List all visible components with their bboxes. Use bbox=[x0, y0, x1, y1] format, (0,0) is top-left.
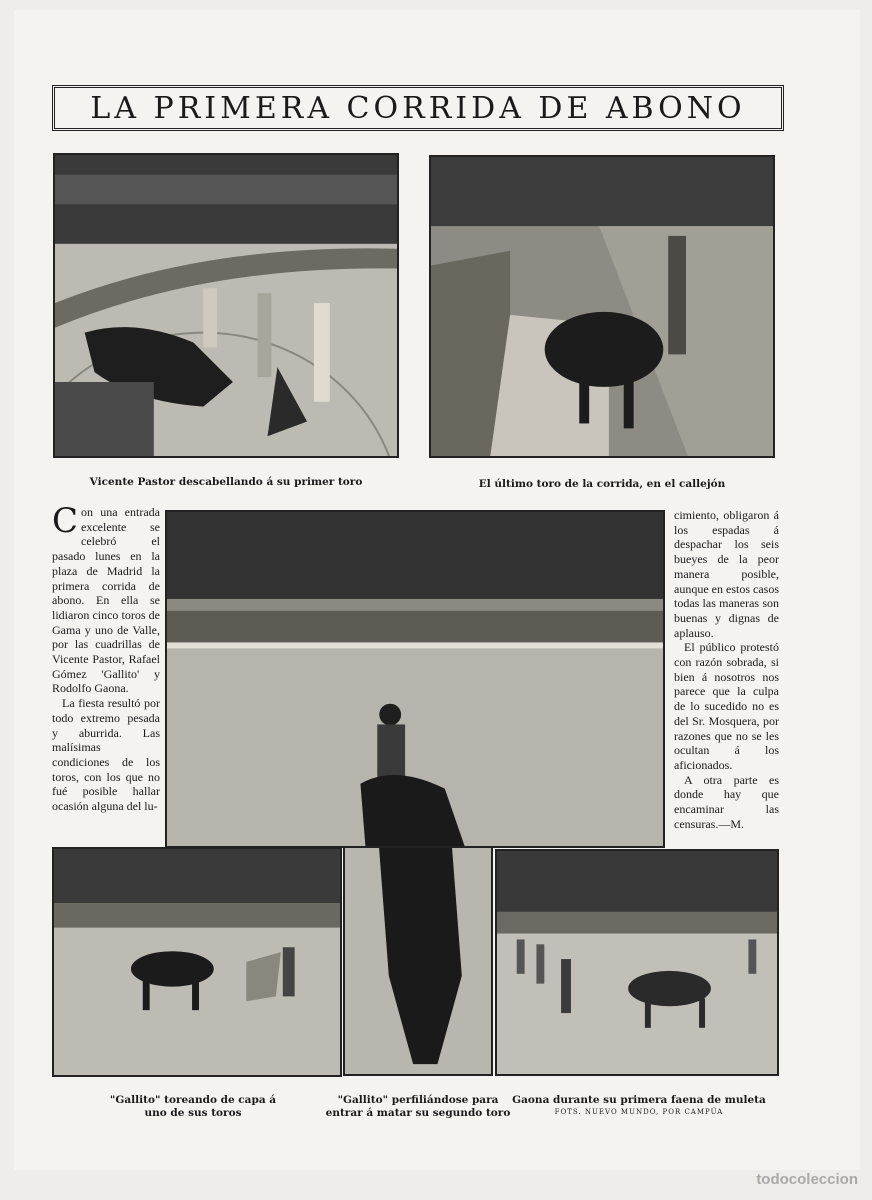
article-paragraph bbox=[674, 508, 779, 640]
article-left-column bbox=[52, 501, 160, 814]
headline-box bbox=[52, 85, 784, 131]
photo-gallito-perfilandose bbox=[165, 510, 665, 848]
caption-bottom-center: "Gallito" perfiliándose para entrar á matar su segundo toro bbox=[325, 1094, 511, 1119]
article-right-column bbox=[674, 508, 779, 831]
article-paragraph bbox=[52, 696, 160, 814]
photo-ultimo-toro bbox=[429, 155, 775, 458]
caption-top-left: Vicente Pastor descabellando á su primer toro bbox=[89, 476, 363, 488]
watermark-logo: todocoleccion bbox=[756, 1171, 858, 1188]
dropcap: C bbox=[52, 501, 79, 541]
article-paragraph bbox=[674, 640, 779, 772]
article-text: on una entrada excelente se celebró el pasado lunes en la plaza de Madrid la primera corrida de abono. En ella se lidiaron cinco toros de Gama y uno de Valle, por las cuadrillas de Vicente Pastor, Rafael Gómez 'Gallito' y Rodolfo Gaona. bbox=[52, 505, 160, 696]
caption-bottom-right: Gaona durante su primera faena de muleta bbox=[512, 1094, 766, 1106]
photo-gallito-center-lower bbox=[343, 846, 493, 1076]
photo-gallito-capa bbox=[52, 847, 342, 1077]
headline: LA PRIMERA CORRIDA DE ABONO bbox=[90, 90, 746, 126]
caption-top-right: El último toro de la corrida, en el callejón bbox=[478, 478, 726, 490]
article-text: A otra parte es donde hay que encaminar las censuras.—M. bbox=[674, 772, 779, 831]
article-text: cimiento, obligaron á los espadas á despachar los seis bueyes de la peor manera posible, aunque en estos casos todas las maneras son buenas y dignas de aplauso. bbox=[674, 508, 779, 640]
photo-gaona-muleta bbox=[495, 849, 779, 1076]
caption-bottom-left: "Gallito" toreando de capa á uno de sus toros bbox=[109, 1094, 277, 1119]
photo-pastor-descabellando bbox=[53, 153, 399, 458]
article-paragraph bbox=[674, 773, 779, 832]
article-paragraph bbox=[52, 501, 160, 696]
article-text: El público protestó con razón sobrada, si bien á nosotros nos parece que la culpa de lo sucedido no es del Sr. Mosquera, por razones que no se les ocultan á los aficionados. bbox=[674, 640, 779, 772]
article-text: La fiesta resultó por todo extremo pesada y aburrida. Las malísimas condiciones de los toros, con los que no fué posible hallar ocasión alguna del lu- bbox=[52, 696, 160, 814]
photo-credit: FOTS. NUEVO MUNDO, POR CAMPÚA bbox=[554, 1108, 724, 1116]
